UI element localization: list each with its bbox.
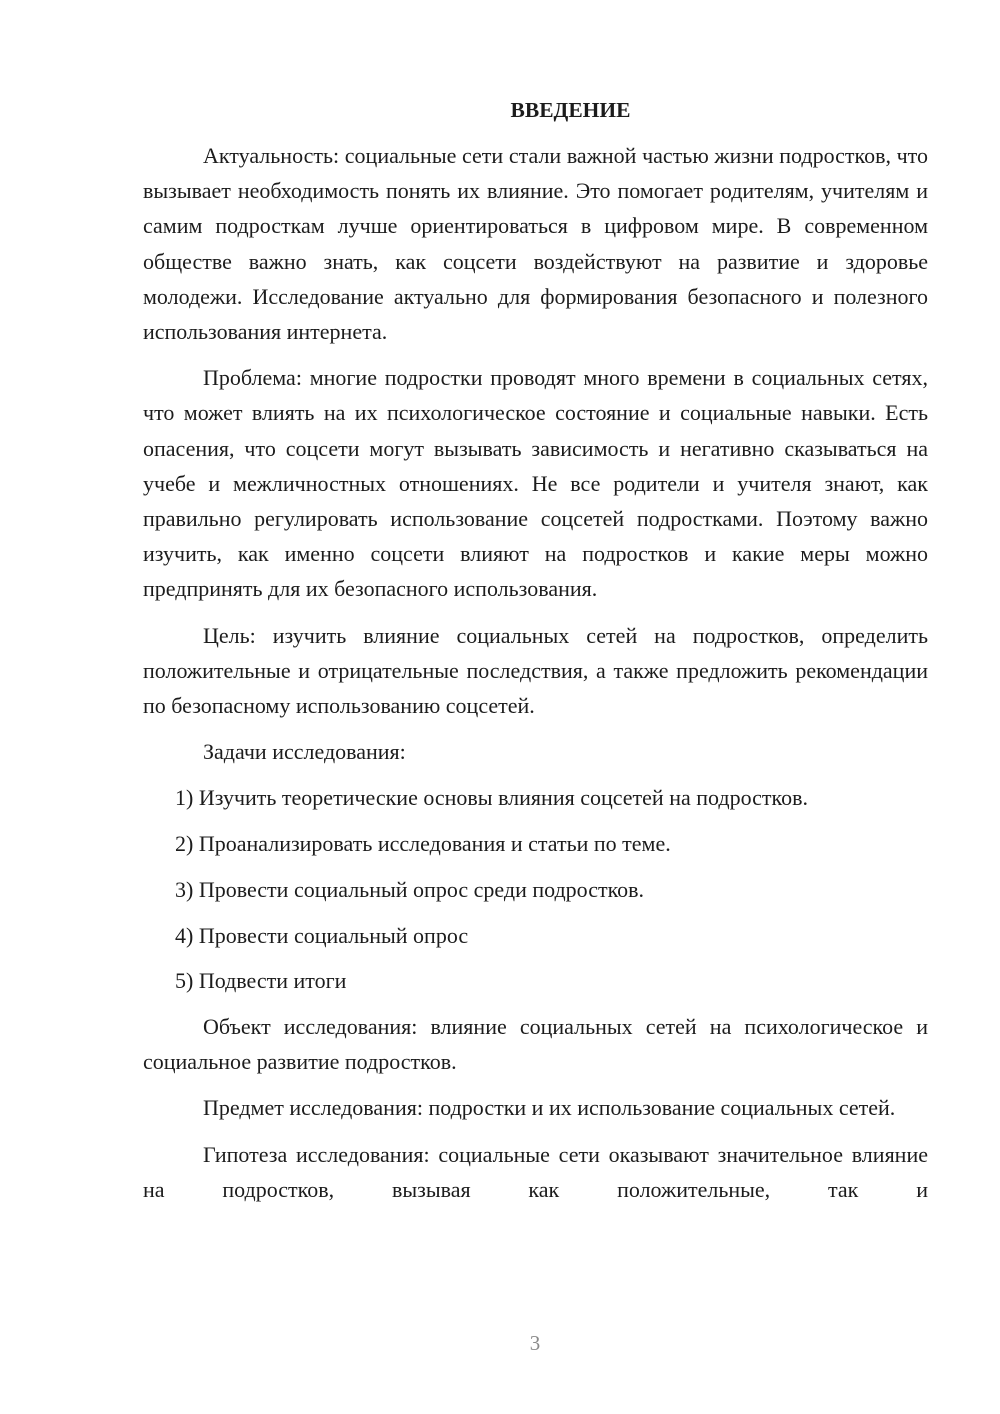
page-number: 3 (529, 1331, 541, 1355)
document-page (143, 93, 928, 1207)
goal-paragraph: Цель: изучить влияние социальных сетей на подростков, определить положительные и отрицательные последствия, а также предложить рекомендации по безопасному использованию соцсетей. (143, 622, 928, 719)
task-item: 3) Провести социальный опрос среди подростков. (175, 876, 645, 902)
relevance-paragraph: Актуальность: социальные сети стали важной частью жизни подростков, что вызывает необходимость понять их влияние. Это помогает родителям, учителям и самим подросткам лучше ориентироваться в цифровом мире. В современном обществе важно знать, как соцсети воздействуют на развитие и здоровье молодежи. Исследование актуально для формирования безопасного и полезного использования интернета. (143, 143, 928, 345)
page-title: ВВЕДЕНИЕ (510, 98, 631, 122)
hypothesis-paragraph: Гипотеза исследования: социальные сети оказывают значительное влияние на подростков, вызывая как положительные, так и (143, 1141, 928, 1202)
object-paragraph: Объект исследования: влияние социальных сетей на психологическое и социальное развитие подростков. (143, 1013, 928, 1075)
tasks-heading: Задачи исследования: (203, 739, 406, 765)
task-item: 2) Проанализировать исследования и статьи по теме. (175, 831, 671, 857)
problem-paragraph: Проблема: многие подростки проводят много времени в социальных сетях, что может влиять на их психологическое состояние и социальные навыки. Есть опасения, что соцсети могут вызывать зависимость и негативно сказываться на учебе и межличностных отношениях. Не все родители и учителя знают, как правильно регулировать использование соцсетей подростками. Поэтому важно изучить, как именно соцсети влияют на подростков и какие меры можно предпринять для их безопасного использования. (143, 365, 928, 602)
subject-paragraph: Предмет исследования: подростки и их использование социальных сетей. (203, 1095, 896, 1121)
task-item: 4) Провести социальный опрос (175, 922, 469, 948)
task-item: 5) Подвести итоги (175, 968, 347, 994)
task-item: 1) Изучить теоретические основы влияния соцсетей на подростков. (175, 785, 808, 811)
